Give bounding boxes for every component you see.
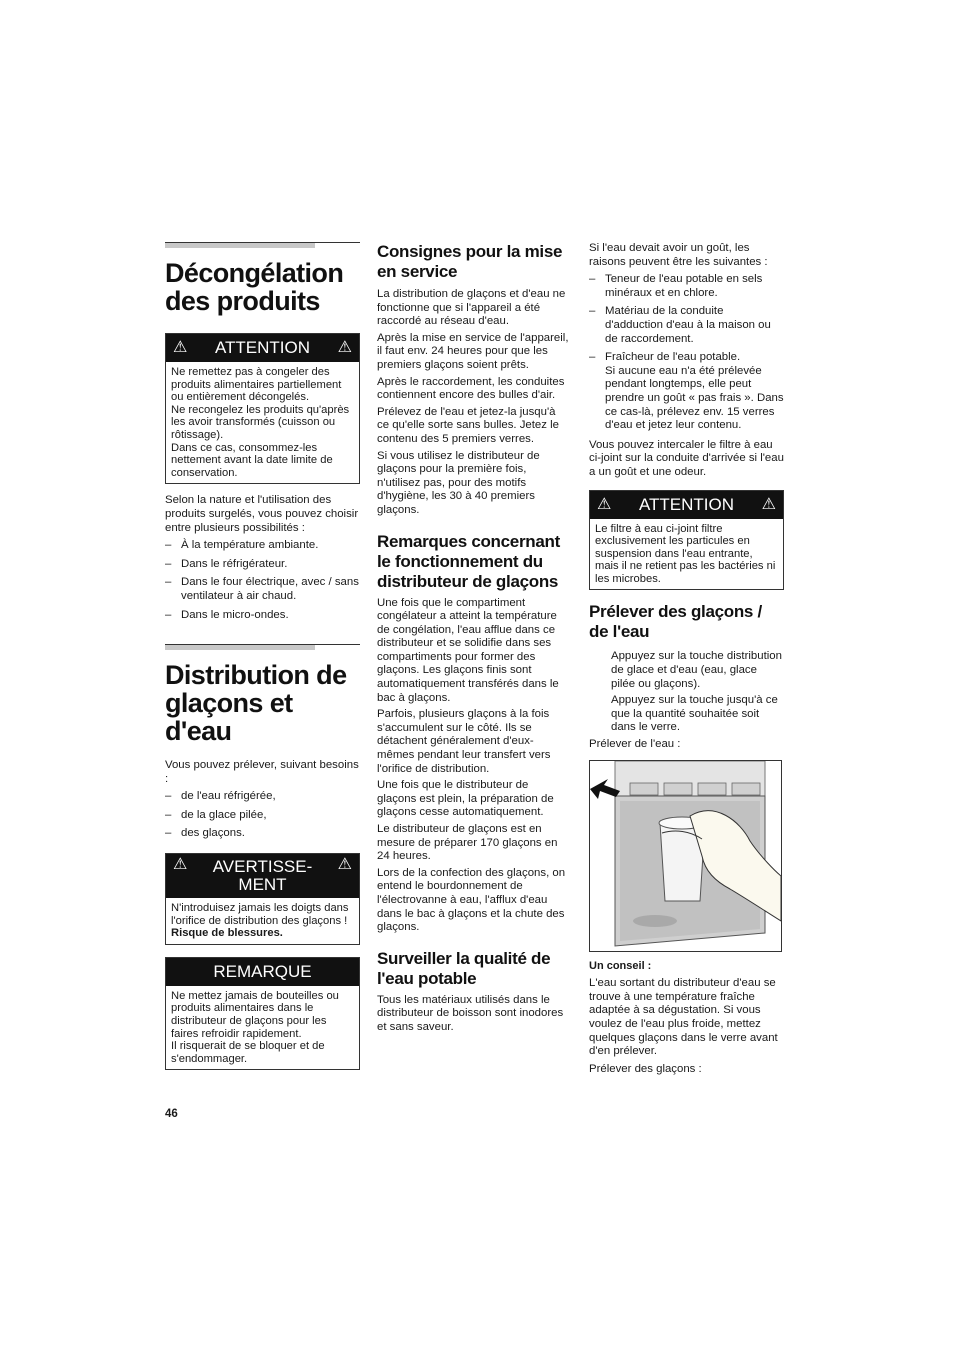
- list-item: [589, 351, 784, 433]
- dispenser-drawing: [590, 761, 781, 951]
- warning-triangle-icon: ⚠: [337, 339, 352, 356]
- warning-triangle-icon: ⚠: [337, 856, 352, 874]
- consignes-block: [377, 288, 569, 518]
- warning-label: AVERTISSE-: [212, 857, 313, 877]
- warning-text: [171, 902, 354, 940]
- list-item: [589, 305, 784, 346]
- remark-box: [165, 957, 360, 1071]
- attention-body: [166, 362, 359, 483]
- warning-triangle-icon: ⚠: [761, 495, 776, 513]
- list-item-text: Teneur de l'eau potable en sels minéraux et en chlore.: [605, 273, 763, 299]
- paragraph: Lors de la confection des glaçons, on entend le bourdonnement de l'électrovanne à eau, l'afflux d'eau dans le bac à glaçons et la chute des glaçons.: [377, 866, 566, 934]
- list-item: – Dans le four électrique, avec / sans ventilateur à air chaud.: [165, 576, 360, 603]
- attention-text: Le filtre à eau ci-joint filtre exclusivement les particules en suspension dans l'eau entrante, mais il ne retient pas les bactéries ni les microbes.: [595, 522, 776, 585]
- attention-header: [590, 491, 783, 519]
- section-rule: [165, 644, 360, 651]
- heading-remarques: Remarques concernant le fonctionnement du distributeur de glaçons: [377, 531, 560, 591]
- heading-surveiller: Surveiller la qualité de l'eau potable: [377, 948, 551, 988]
- attention-body: [590, 519, 783, 590]
- warning-text-bold: Risque de blessures.: [171, 927, 283, 940]
- warning-triangle-icon: ⚠: [173, 856, 188, 874]
- remark-text: Il risquerait de se bloquer et de s'endommager.: [171, 1040, 325, 1065]
- attention-label: ATTENTION: [638, 494, 735, 514]
- attention-header: [166, 334, 359, 362]
- tip-label: Un conseil :: [589, 959, 652, 972]
- paragraph: Après la mise en service de l'appareil, il faut env. 24 heures pour que les premiers glaçons soient prêts.: [377, 331, 569, 371]
- warning-text-main: N'introduisez jamais les doigts dans l'orifice de distribution des glaçons !: [171, 902, 349, 927]
- tip-text: L'eau sortant du distributeur d'eau se trouve à une température fraîche adaptée à sa dégustation. Si vous voulez de l'eau plus froide, mettez quelques glaçons dans le verre avant d'en prélever.: [589, 977, 778, 1058]
- paragraph: Après le raccordement, les conduites contiennent encore des bulles d'air.: [377, 375, 565, 402]
- remark-body: [166, 986, 359, 1070]
- attention-text: Ne remettez pas à congeler des produits alimentaires partiellement ou entièrement décongelés.: [171, 366, 342, 404]
- list-item: – de l'eau réfrigérée,: [165, 790, 360, 804]
- paragraph: Parfois, plusieurs glaçons à la fois s'accumulent sur le côté. Ils se détachent généralement d'eux-mêmes pendant leur transfert vers l'orifice de distribution.: [377, 708, 551, 775]
- list-item-text: Fraîcheur de l'eau potable.: [605, 351, 741, 364]
- warning-triangle-icon: ⚠: [173, 339, 188, 356]
- remark-text: Ne mettez jamais de bouteilles ou produits alimentaires dans le distributeur de glaçons pour les faires refroidir rapidement.: [171, 989, 339, 1040]
- attention-box: [165, 333, 360, 484]
- steps-block: [589, 650, 784, 751]
- paragraph: Si l'eau devait avoir un goût, les raisons peuvent être les suivantes :: [589, 242, 768, 268]
- column-1: [165, 242, 360, 1070]
- paragraph: Si vous utilisez le distributeur de glaçons pour la première fois, n'utilisez pas, pour des motifs d'hygiène, les 30 à 40 premiers glaçons.: [377, 449, 540, 516]
- list-item: [589, 273, 784, 300]
- attention-label: ATTENTION: [214, 338, 311, 357]
- list-item: – Dans le réfrigérateur.: [165, 558, 360, 572]
- step-text: Appuyez sur la touche distribution de glace et d'eau (eau, glace pilée ou glaçons).: [611, 650, 782, 690]
- list-item-extra: Si aucune eau n'a été prélevée pendant longtemps, elle peut prendre un goût « pas frais ». Dans ce cas-là, prélevez env. 15 verres d'eau et jetez leur contenu.: [605, 364, 784, 432]
- paragraph: La distribution de glaçons et d'eau ne fonctionne que si l'appareil a été raccordé au réseau d'eau.: [377, 288, 566, 328]
- paragraph: Une fois que le compartiment congélateur a atteint la température de congélation, l'eau afflue dans ce distributeur et se solidifie dans ses compartiments pour former des glaçons. Les glaçons finis sont automatiquement transférés dans le bac à glaçons.: [377, 596, 559, 704]
- list-item: – des glaçons.: [165, 827, 360, 841]
- paragraph: Vous pouvez prélever, suivant besoins :: [165, 759, 359, 785]
- list-item: – Dans le micro-ondes.: [165, 609, 360, 623]
- paragraph: Vous pouvez intercaler le filtre à eau ci-joint sur la conduite d'arrivée si l'eau a un goût et une odeur.: [589, 438, 784, 478]
- column-2: [377, 242, 569, 1038]
- remarques-block: [377, 597, 569, 935]
- paragraph: Tous les matériaux utilisés dans le distributeur de boisson sont inodores et sans saveur.: [377, 993, 564, 1033]
- paragraph: Selon la nature et l'utilisation des produits surgelés, vous pouvez choisir entre plusieurs possibilités :: [165, 494, 359, 534]
- paragraph: Prélevez de l'eau et jetez-la jusqu'à ce qu'elle sorte sans bulles. Jetez le contenu des 5 premiers verres.: [377, 405, 559, 445]
- section-title-decongelation: Décongélation des produits: [165, 258, 344, 316]
- attention-text: Dans ce cas, consommez-les nettement avant la date limite de conservation.: [171, 441, 333, 479]
- warning-label: MENT: [238, 875, 287, 895]
- attention-text: Ne recongelez les produits qu'après les avoir transformés (cuisson ou rôtissage).: [171, 403, 350, 441]
- paragraph: Prélever des glaçons :: [589, 1062, 702, 1075]
- paragraph: Une fois que le distributeur de glaçons est plein, la préparation de glaçons cesse automatiquement.: [377, 779, 554, 819]
- paragraph: Prélever de l'eau :: [589, 738, 681, 751]
- page-number: 46: [165, 1108, 178, 1120]
- section-title-distribution: Distribution de glaçons et d'eau: [165, 660, 347, 747]
- heading-consignes: Consignes pour la mise en service: [377, 242, 563, 281]
- warning-triangle-icon: ⚠: [597, 495, 612, 513]
- dispenser-illustration: [589, 760, 782, 952]
- list-item: – de la glace pilée,: [165, 809, 360, 823]
- paragraph: Le distributeur de glaçons est en mesure de préparer 170 glaçons en 24 heures.: [377, 823, 558, 863]
- remark-header: [166, 958, 359, 986]
- column-3: [589, 242, 784, 1079]
- list-item-text: Matériau de la conduite d'adduction d'eau à la maison ou de raccordement.: [605, 305, 771, 345]
- section-rule: [165, 242, 360, 249]
- heading-prelever: Prélever des glaçons / de l'eau: [589, 602, 762, 642]
- warning-body: [166, 898, 359, 944]
- list-item: – À la température ambiante.: [165, 539, 360, 553]
- step-text: Appuyez sur la touche jusqu'à ce que la quantité souhaitée soit dans le verre.: [611, 694, 778, 734]
- warning-box: [165, 853, 360, 945]
- remark-label: REMARQUE: [213, 961, 312, 981]
- attention-box-filter: [589, 490, 784, 591]
- warning-header: [166, 854, 359, 898]
